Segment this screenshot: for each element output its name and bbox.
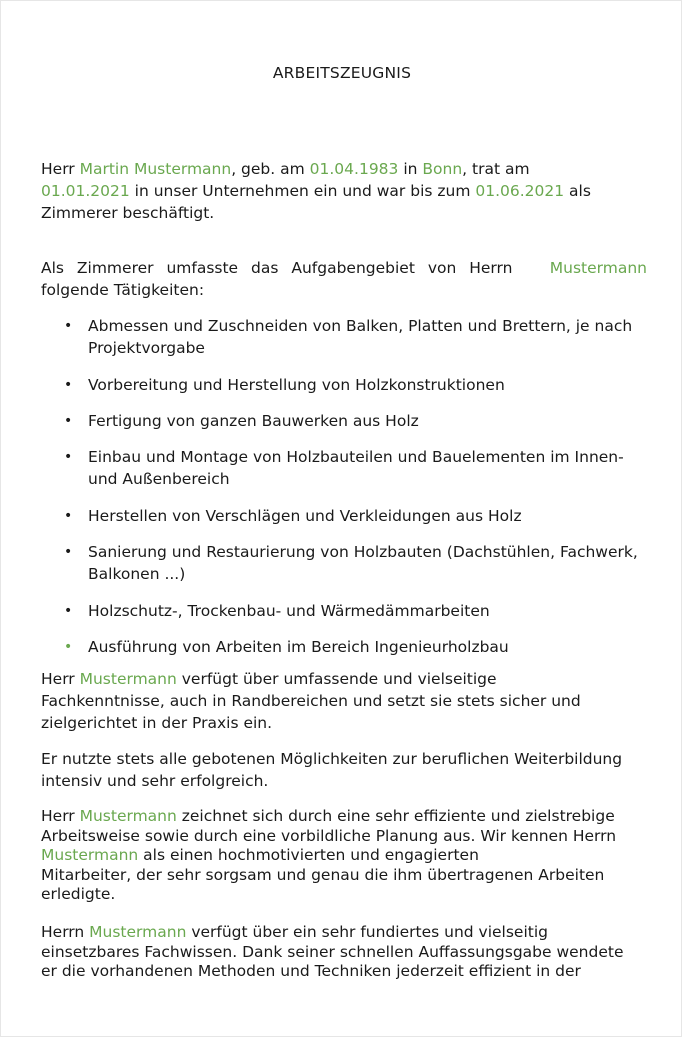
work-style-line-5 bbox=[41, 885, 647, 905]
bullet-icon: • bbox=[64, 544, 73, 560]
intro-paragraph bbox=[41, 158, 647, 224]
tasks-intro-text: Als Zimmerer umfasste das Aufgabengebiet von Herrn bbox=[41, 259, 513, 277]
work-style-paragraph bbox=[41, 807, 647, 905]
work-style-text: Mitarbeiter, der sehr sorgsam und genau die ihm übertragenen Arbeiten bbox=[41, 865, 605, 884]
employee-name: Martin Mustermann bbox=[79, 160, 232, 178]
intro-text: als bbox=[564, 182, 591, 200]
list-item bbox=[41, 600, 647, 622]
task-text: Einbau und Montage von Holzbauteilen und Bauelementen im Innen- und Außenbereich bbox=[88, 448, 624, 488]
task-text: Herstellen von Verschlägen und Verkleidungen aus Holz bbox=[88, 507, 522, 525]
knowledge-text: verfügt über umfassende und vielseitige bbox=[176, 670, 497, 688]
start-date: 01.01.2021 bbox=[41, 182, 130, 200]
work-style-line-3 bbox=[41, 846, 647, 866]
task-text: Vorbereitung und Herstellung von Holzkonstruktionen bbox=[88, 376, 505, 394]
work-style-line-1 bbox=[41, 807, 647, 827]
training-text: intensiv und sehr erfolgreich. bbox=[41, 772, 269, 790]
knowledge-line-1 bbox=[41, 668, 647, 690]
intro-text: Zimmerer beschäftigt. bbox=[41, 204, 215, 222]
birth-date: 01.04.1983 bbox=[309, 160, 399, 178]
training-line-1 bbox=[41, 748, 647, 770]
expertise-line-3 bbox=[41, 962, 647, 982]
list-item bbox=[41, 505, 647, 527]
tasks-intro-line-2 bbox=[41, 279, 647, 301]
bullet-icon: • bbox=[64, 377, 73, 393]
intro-text: in bbox=[398, 160, 423, 178]
tasks-intro-line-1 bbox=[41, 257, 647, 279]
work-style-text: Arbeitsweise sowie durch eine vorbildliche Planung aus. Wir kennen Herrn bbox=[41, 826, 617, 845]
work-style-text: erledigte. bbox=[41, 885, 116, 904]
employee-surname: Mustermann bbox=[79, 807, 177, 825]
training-paragraph bbox=[41, 748, 647, 792]
work-style-line-4 bbox=[41, 866, 647, 886]
knowledge-text: Fachkenntnisse, auch in Randbereichen und setzt sie stets sicher und bbox=[41, 692, 581, 710]
intro-line-1 bbox=[41, 158, 647, 180]
knowledge-paragraph bbox=[41, 668, 647, 734]
knowledge-text: Herr bbox=[41, 670, 80, 688]
intro-line-2 bbox=[41, 180, 647, 202]
training-text: Er nutzte stets alle gebotenen Möglichkeiten zur beruflichen Weiterbildung bbox=[41, 750, 623, 768]
employee-surname: Mustermann bbox=[549, 259, 647, 277]
intro-text: Herr bbox=[41, 160, 80, 178]
end-date: 01.06.2021 bbox=[475, 182, 565, 200]
intro-line-3 bbox=[41, 202, 647, 224]
intro-text: , geb. am bbox=[231, 160, 310, 178]
bullet-icon: • bbox=[64, 413, 73, 429]
tasks-intro-paragraph bbox=[41, 257, 647, 301]
task-text: Holzschutz-, Trockenbau- und Wärmedämmarbeiten bbox=[88, 602, 490, 620]
tasks-intro-text: folgende Tätigkeiten: bbox=[41, 281, 205, 299]
list-item bbox=[41, 315, 647, 359]
knowledge-line-2 bbox=[41, 690, 647, 712]
task-list bbox=[41, 315, 647, 673]
intro-text: , trat am bbox=[462, 160, 530, 178]
expertise-text: er die vorhandenen Methoden und Techniken jederzeit effizient in der bbox=[41, 962, 581, 981]
expertise-paragraph bbox=[41, 923, 647, 982]
employee-surname: Mustermann bbox=[79, 670, 177, 688]
work-style-text: als einen hochmotivierten und engagierten bbox=[138, 846, 479, 865]
work-style-line-2 bbox=[41, 827, 647, 847]
knowledge-text: zielgerichtet in der Praxis ein. bbox=[41, 714, 273, 732]
expertise-text: Herrn bbox=[41, 923, 90, 941]
work-style-text: zeichnet sich durch eine sehr effiziente und zielstrebige bbox=[176, 807, 615, 825]
expertise-line-2 bbox=[41, 943, 647, 963]
birth-city: Bonn bbox=[422, 160, 463, 178]
task-text: Ausführung von Arbeiten im Bereich Ingenieurholzbau bbox=[88, 638, 509, 656]
task-text: Fertigung von ganzen Bauwerken aus Holz bbox=[88, 412, 419, 430]
bullet-icon: • bbox=[64, 508, 73, 524]
employee-surname: Mustermann bbox=[89, 923, 187, 941]
task-text: Abmessen und Zuschneiden von Balken, Platten und Brettern, je nach Projektvorgabe bbox=[88, 317, 633, 357]
task-text: Sanierung und Restaurierung von Holzbauten (Dachstühlen, Fachwerk, Balkonen ...) bbox=[88, 543, 638, 583]
expertise-text: einsetzbares Fachwissen. Dank seiner schnellen Auffassungsgabe wendete bbox=[41, 942, 624, 961]
list-item bbox=[41, 541, 647, 585]
expertise-text: verfügt über ein sehr fundiertes und vielseitig bbox=[186, 923, 548, 941]
knowledge-line-3 bbox=[41, 712, 647, 734]
list-item bbox=[41, 410, 647, 432]
bullet-icon: • bbox=[64, 318, 73, 334]
bullet-icon: • bbox=[64, 639, 73, 655]
training-line-2 bbox=[41, 770, 647, 792]
bullet-icon: • bbox=[64, 449, 73, 465]
intro-text: in unser Unternehmen ein und war bis zum bbox=[129, 182, 476, 200]
employee-surname: Mustermann bbox=[41, 846, 139, 865]
work-style-text: Herr bbox=[41, 807, 80, 825]
expertise-line-1 bbox=[41, 923, 647, 943]
list-item bbox=[41, 636, 647, 658]
document-title: ARBEITSZEUGNIS bbox=[272, 64, 412, 82]
list-item bbox=[41, 446, 647, 490]
list-item bbox=[41, 374, 647, 396]
bullet-icon: • bbox=[64, 603, 73, 619]
